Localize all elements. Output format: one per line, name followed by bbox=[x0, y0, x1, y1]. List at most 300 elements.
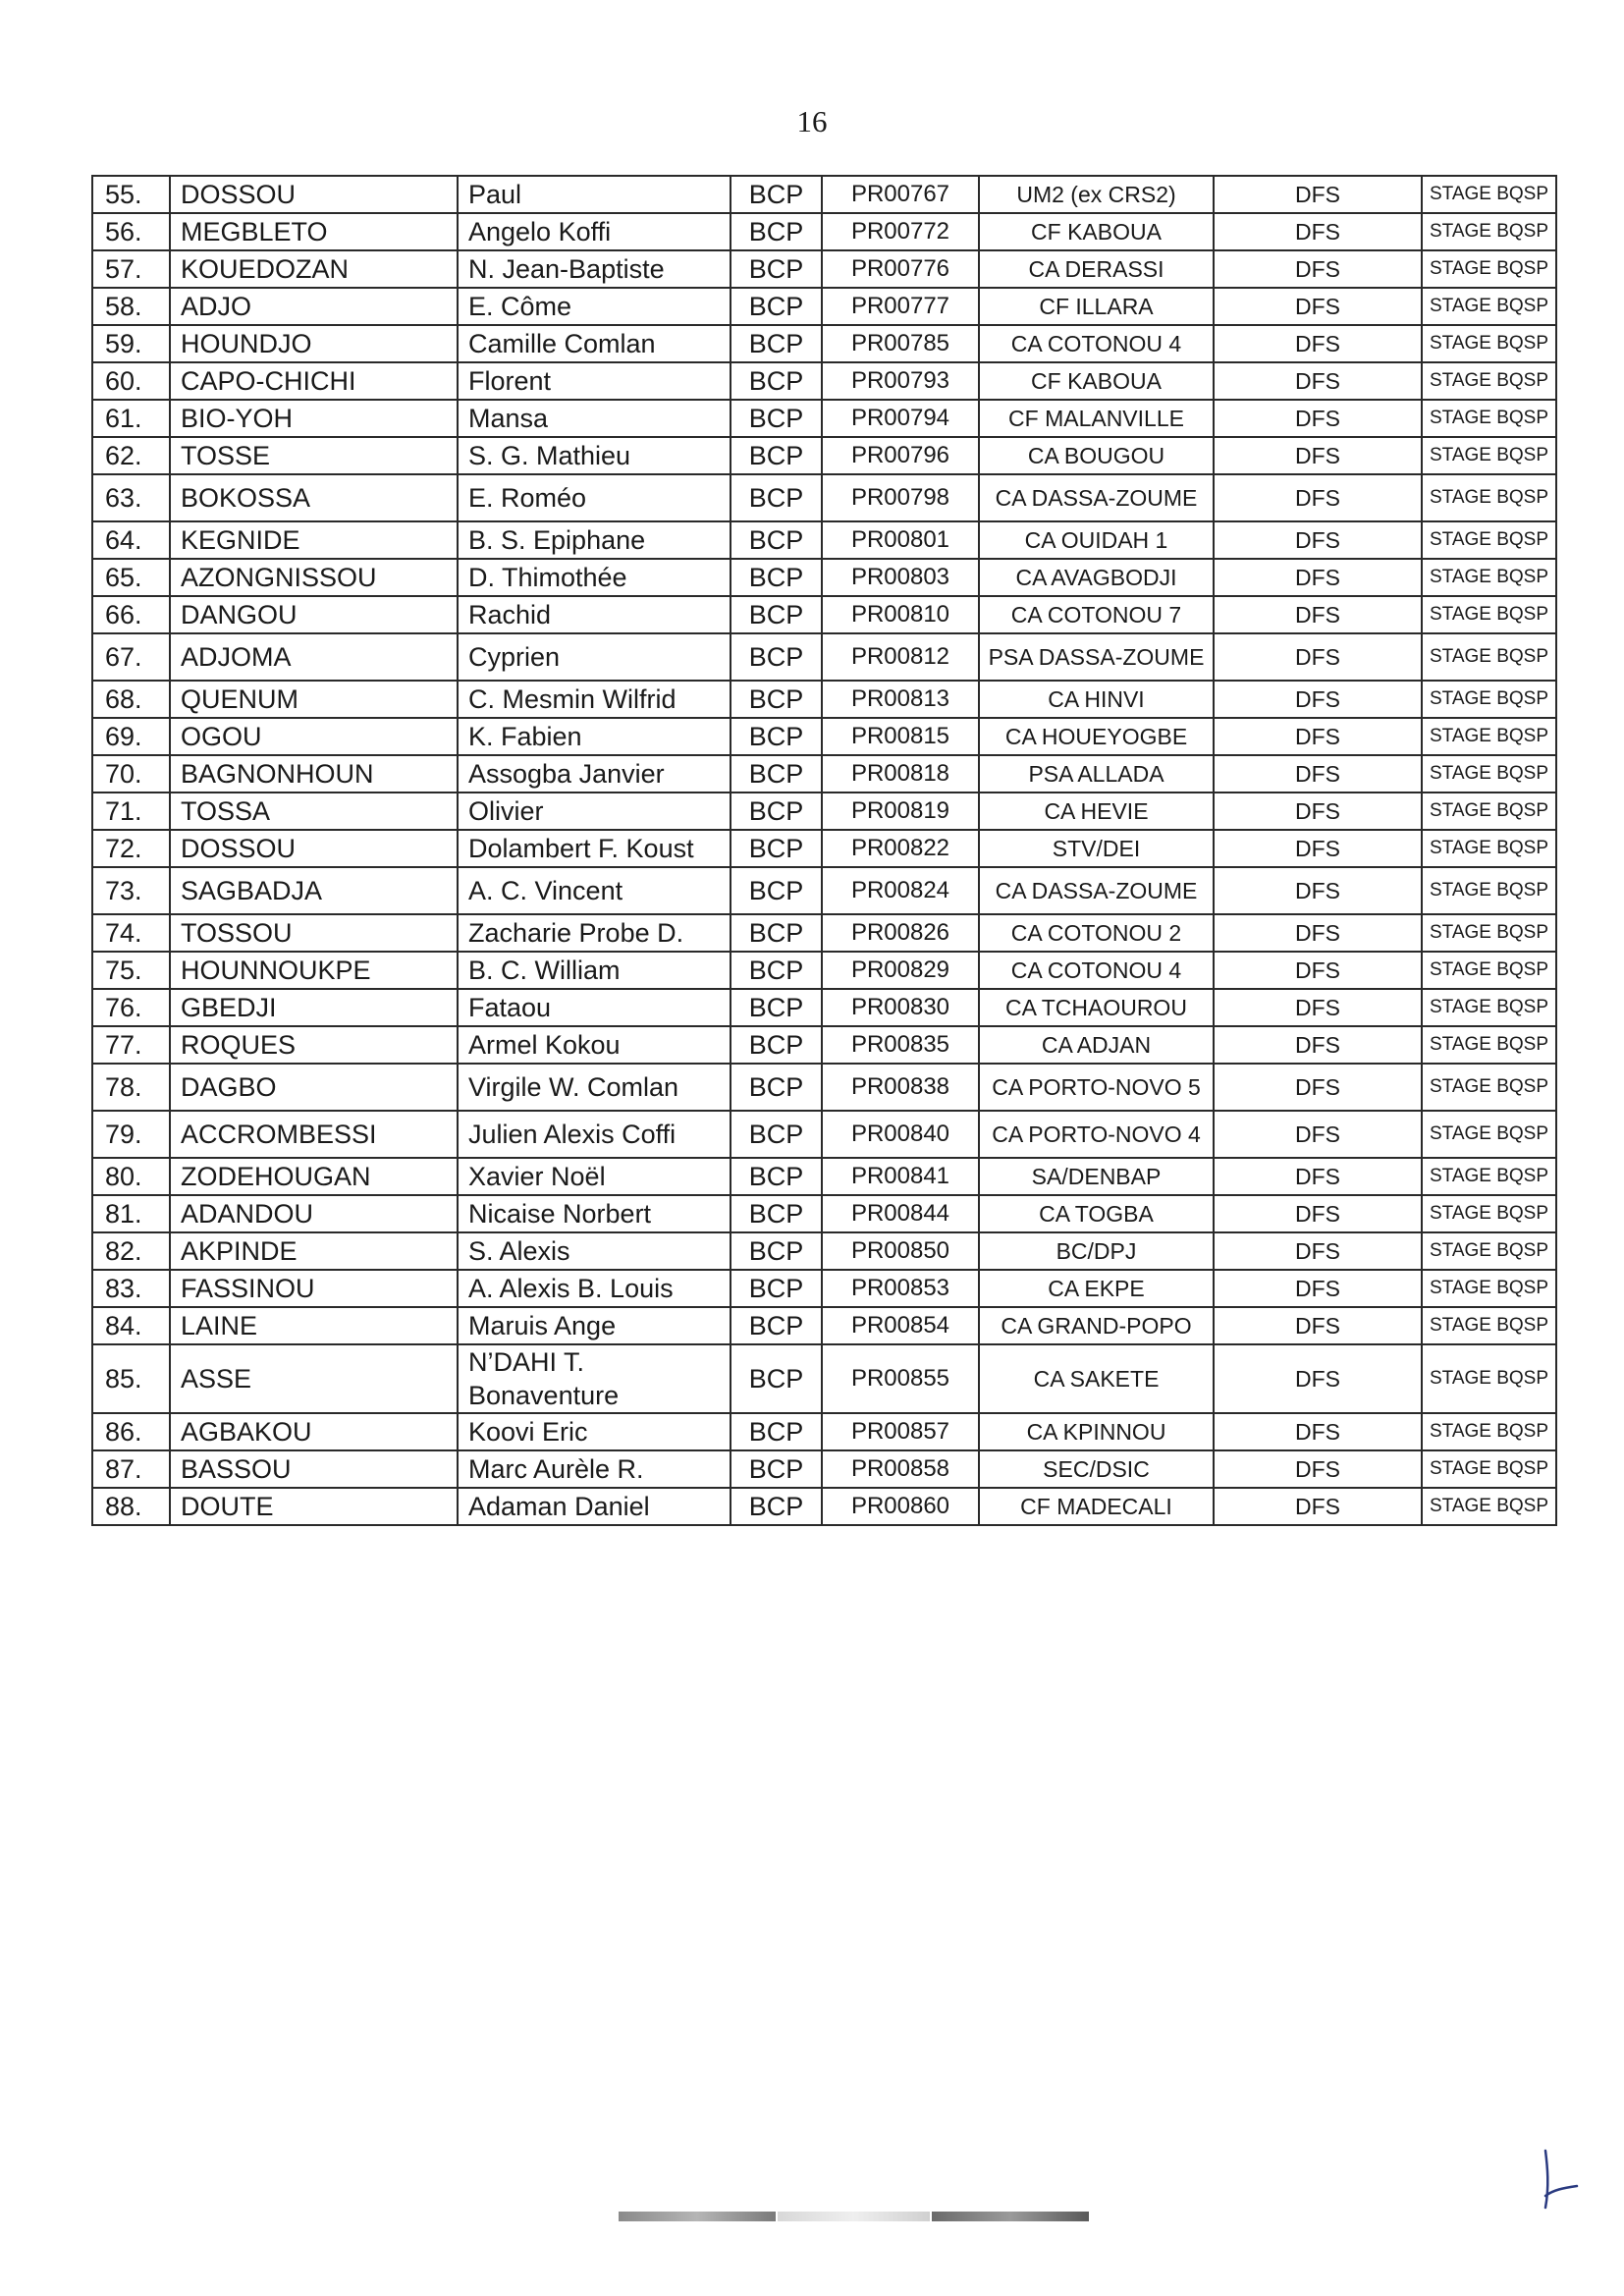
cell-last-name: OGOU bbox=[170, 718, 458, 755]
cell-last-name: TOSSA bbox=[170, 793, 458, 830]
cell-assignment: CA HOUEYOGBE bbox=[979, 718, 1214, 755]
cell-category: BCP bbox=[731, 213, 822, 250]
cell-matricule: PR00785 bbox=[822, 325, 979, 362]
cell-assignment: CA COTONOU 2 bbox=[979, 914, 1214, 952]
cell-stage: STAGE BQSP bbox=[1422, 830, 1556, 867]
cell-number: 72. bbox=[92, 830, 170, 867]
cell-matricule: PR00853 bbox=[822, 1270, 979, 1307]
table-row bbox=[92, 1064, 1556, 1111]
cell-number: 59. bbox=[92, 325, 170, 362]
cell-assignment: SA/DENBAP bbox=[979, 1158, 1214, 1195]
cell-stage: STAGE BQSP bbox=[1422, 867, 1556, 914]
cell-assignment: CA TOGBA bbox=[979, 1195, 1214, 1232]
cell-assignment: CA HEVIE bbox=[979, 793, 1214, 830]
cell-first-names: A. Alexis B. Louis bbox=[458, 1270, 731, 1307]
cell-category: BCP bbox=[731, 1344, 822, 1413]
cell-number: 87. bbox=[92, 1450, 170, 1488]
cell-last-name: ROQUES bbox=[170, 1026, 458, 1064]
table-row bbox=[92, 559, 1556, 596]
cell-service: DFS bbox=[1214, 1344, 1422, 1413]
cell-service: DFS bbox=[1214, 176, 1422, 213]
cell-service: DFS bbox=[1214, 718, 1422, 755]
table-row bbox=[92, 1026, 1556, 1064]
cell-number: 61. bbox=[92, 400, 170, 437]
cell-last-name: BOKOSSA bbox=[170, 474, 458, 521]
cell-first-names: D. Thimothée bbox=[458, 559, 731, 596]
cell-stage: STAGE BQSP bbox=[1422, 1195, 1556, 1232]
cell-first-names: K. Fabien bbox=[458, 718, 731, 755]
cell-stage: STAGE BQSP bbox=[1422, 793, 1556, 830]
table-body bbox=[92, 176, 1556, 1525]
handwritten-initials-icon bbox=[1524, 2147, 1583, 2215]
cell-first-names: Zacharie Probe D. bbox=[458, 914, 731, 952]
cell-first-names: Dolambert F. Koust bbox=[458, 830, 731, 867]
cell-last-name: LAINE bbox=[170, 1307, 458, 1344]
cell-first-names: N’DAHI T. Bonaventure bbox=[458, 1344, 731, 1413]
table-row bbox=[92, 793, 1556, 830]
table-row bbox=[92, 521, 1556, 559]
table-row bbox=[92, 952, 1556, 989]
cell-stage: STAGE BQSP bbox=[1422, 1064, 1556, 1111]
table-row bbox=[92, 830, 1556, 867]
cell-matricule: PR00855 bbox=[822, 1344, 979, 1413]
personnel-table-wrapper bbox=[91, 175, 1557, 1526]
cell-stage: STAGE BQSP bbox=[1422, 681, 1556, 718]
cell-assignment: CF MALANVILLE bbox=[979, 400, 1214, 437]
cell-assignment: CA DASSA-ZOUME bbox=[979, 474, 1214, 521]
cell-first-names: C. Mesmin Wilfrid bbox=[458, 681, 731, 718]
cell-number: 64. bbox=[92, 521, 170, 559]
cell-last-name: HOUNNOUKPE bbox=[170, 952, 458, 989]
cell-number: 80. bbox=[92, 1158, 170, 1195]
cell-service: DFS bbox=[1214, 559, 1422, 596]
table-row bbox=[92, 755, 1556, 793]
cell-stage: STAGE BQSP bbox=[1422, 521, 1556, 559]
cell-assignment: CA AVAGBODJI bbox=[979, 559, 1214, 596]
cell-stage: STAGE BQSP bbox=[1422, 914, 1556, 952]
cell-category: BCP bbox=[731, 755, 822, 793]
cell-matricule: PR00838 bbox=[822, 1064, 979, 1111]
cell-last-name: ASSE bbox=[170, 1344, 458, 1413]
cell-matricule: PR00857 bbox=[822, 1413, 979, 1450]
cell-category: BCP bbox=[731, 989, 822, 1026]
cell-last-name: AGBAKOU bbox=[170, 1413, 458, 1450]
cell-last-name: KEGNIDE bbox=[170, 521, 458, 559]
cell-last-name: BASSOU bbox=[170, 1450, 458, 1488]
cell-number: 77. bbox=[92, 1026, 170, 1064]
cell-matricule: PR00803 bbox=[822, 559, 979, 596]
cell-last-name: CAPO-CHICHI bbox=[170, 362, 458, 400]
cell-last-name: DAGBO bbox=[170, 1064, 458, 1111]
cell-matricule: PR00813 bbox=[822, 681, 979, 718]
cell-category: BCP bbox=[731, 718, 822, 755]
cell-service: DFS bbox=[1214, 1413, 1422, 1450]
cell-first-names: E. Roméo bbox=[458, 474, 731, 521]
cell-category: BCP bbox=[731, 1307, 822, 1344]
cell-assignment: SEC/DSIC bbox=[979, 1450, 1214, 1488]
cell-matricule: PR00822 bbox=[822, 830, 979, 867]
cell-service: DFS bbox=[1214, 437, 1422, 474]
cell-stage: STAGE BQSP bbox=[1422, 1270, 1556, 1307]
cell-category: BCP bbox=[731, 288, 822, 325]
cell-first-names: A. C. Vincent bbox=[458, 867, 731, 914]
cell-number: 78. bbox=[92, 1064, 170, 1111]
cell-category: BCP bbox=[731, 914, 822, 952]
cell-assignment: CA DERASSI bbox=[979, 250, 1214, 288]
cell-last-name: DOUTE bbox=[170, 1488, 458, 1525]
cell-last-name: ADANDOU bbox=[170, 1195, 458, 1232]
cell-first-names: S. Alexis bbox=[458, 1232, 731, 1270]
cell-category: BCP bbox=[731, 1111, 822, 1158]
cell-matricule: PR00860 bbox=[822, 1488, 979, 1525]
cell-first-names: Assogba Janvier bbox=[458, 755, 731, 793]
cell-stage: STAGE BQSP bbox=[1422, 400, 1556, 437]
cell-assignment: CA GRAND-POPO bbox=[979, 1307, 1214, 1344]
cell-number: 75. bbox=[92, 952, 170, 989]
cell-number: 84. bbox=[92, 1307, 170, 1344]
cell-first-names: B. C. William bbox=[458, 952, 731, 989]
cell-first-names: Virgile W. Comlan bbox=[458, 1064, 731, 1111]
table-row bbox=[92, 1195, 1556, 1232]
cell-number: 71. bbox=[92, 793, 170, 830]
cell-assignment: CA HINVI bbox=[979, 681, 1214, 718]
cell-assignment: CA TCHAOUROU bbox=[979, 989, 1214, 1026]
cell-number: 60. bbox=[92, 362, 170, 400]
cell-last-name: FASSINOU bbox=[170, 1270, 458, 1307]
cell-number: 66. bbox=[92, 596, 170, 633]
cell-matricule: PR00830 bbox=[822, 989, 979, 1026]
cell-stage: STAGE BQSP bbox=[1422, 250, 1556, 288]
scan-footer-bar-right bbox=[932, 2212, 1089, 2221]
cell-assignment: UM2 (ex CRS2) bbox=[979, 176, 1214, 213]
cell-number: 82. bbox=[92, 1232, 170, 1270]
cell-stage: STAGE BQSP bbox=[1422, 288, 1556, 325]
cell-stage: STAGE BQSP bbox=[1422, 437, 1556, 474]
cell-first-names: Angelo Koffi bbox=[458, 213, 731, 250]
table-row bbox=[92, 914, 1556, 952]
cell-assignment: CA COTONOU 4 bbox=[979, 325, 1214, 362]
table-row bbox=[92, 867, 1556, 914]
cell-matricule: PR00776 bbox=[822, 250, 979, 288]
cell-last-name: ACCROMBESSI bbox=[170, 1111, 458, 1158]
cell-service: DFS bbox=[1214, 362, 1422, 400]
cell-first-names: Cyprien bbox=[458, 633, 731, 681]
cell-last-name: BIO-YOH bbox=[170, 400, 458, 437]
cell-assignment: CA KPINNOU bbox=[979, 1413, 1214, 1450]
cell-stage: STAGE BQSP bbox=[1422, 718, 1556, 755]
table-row bbox=[92, 1158, 1556, 1195]
cell-first-names: Maruis Ange bbox=[458, 1307, 731, 1344]
cell-category: BCP bbox=[731, 1026, 822, 1064]
cell-last-name: KOUEDOZAN bbox=[170, 250, 458, 288]
cell-stage: STAGE BQSP bbox=[1422, 1232, 1556, 1270]
cell-stage: STAGE BQSP bbox=[1422, 176, 1556, 213]
cell-assignment: CF KABOUA bbox=[979, 213, 1214, 250]
cell-category: BCP bbox=[731, 437, 822, 474]
table-row bbox=[92, 596, 1556, 633]
cell-category: BCP bbox=[731, 1158, 822, 1195]
cell-first-names: Camille Comlan bbox=[458, 325, 731, 362]
cell-assignment: CA PORTO-NOVO 5 bbox=[979, 1064, 1214, 1111]
cell-number: 88. bbox=[92, 1488, 170, 1525]
cell-last-name: ADJOMA bbox=[170, 633, 458, 681]
cell-matricule: PR00858 bbox=[822, 1450, 979, 1488]
cell-matricule: PR00777 bbox=[822, 288, 979, 325]
cell-number: 86. bbox=[92, 1413, 170, 1450]
cell-assignment: CA OUIDAH 1 bbox=[979, 521, 1214, 559]
table-row bbox=[92, 437, 1556, 474]
cell-matricule: PR00850 bbox=[822, 1232, 979, 1270]
cell-assignment: CA DASSA-ZOUME bbox=[979, 867, 1214, 914]
cell-service: DFS bbox=[1214, 474, 1422, 521]
cell-first-names: Armel Kokou bbox=[458, 1026, 731, 1064]
cell-last-name: QUENUM bbox=[170, 681, 458, 718]
cell-matricule: PR00812 bbox=[822, 633, 979, 681]
cell-category: BCP bbox=[731, 793, 822, 830]
table-row bbox=[92, 989, 1556, 1026]
cell-category: BCP bbox=[731, 1195, 822, 1232]
cell-matricule: PR00854 bbox=[822, 1307, 979, 1344]
cell-assignment: CA COTONOU 7 bbox=[979, 596, 1214, 633]
cell-last-name: ZODEHOUGAN bbox=[170, 1158, 458, 1195]
table-row bbox=[92, 474, 1556, 521]
cell-number: 73. bbox=[92, 867, 170, 914]
cell-assignment: CA BOUGOU bbox=[979, 437, 1214, 474]
cell-service: DFS bbox=[1214, 1488, 1422, 1525]
cell-category: BCP bbox=[731, 596, 822, 633]
cell-first-names: Mansa bbox=[458, 400, 731, 437]
cell-number: 57. bbox=[92, 250, 170, 288]
cell-service: DFS bbox=[1214, 830, 1422, 867]
cell-matricule: PR00819 bbox=[822, 793, 979, 830]
cell-stage: STAGE BQSP bbox=[1422, 1026, 1556, 1064]
cell-last-name: HOUNDJO bbox=[170, 325, 458, 362]
cell-category: BCP bbox=[731, 1270, 822, 1307]
cell-assignment: CA SAKETE bbox=[979, 1344, 1214, 1413]
cell-first-names: S. G. Mathieu bbox=[458, 437, 731, 474]
cell-number: 76. bbox=[92, 989, 170, 1026]
cell-service: DFS bbox=[1214, 952, 1422, 989]
cell-category: BCP bbox=[731, 362, 822, 400]
cell-assignment: CA COTONOU 4 bbox=[979, 952, 1214, 989]
cell-first-names: B. S. Epiphane bbox=[458, 521, 731, 559]
table-row bbox=[92, 1413, 1556, 1450]
cell-category: BCP bbox=[731, 952, 822, 989]
cell-last-name: AKPINDE bbox=[170, 1232, 458, 1270]
cell-matricule: PR00815 bbox=[822, 718, 979, 755]
personnel-table bbox=[91, 175, 1557, 1526]
table-row bbox=[92, 681, 1556, 718]
cell-first-names: Koovi Eric bbox=[458, 1413, 731, 1450]
cell-service: DFS bbox=[1214, 989, 1422, 1026]
table-row bbox=[92, 1307, 1556, 1344]
cell-first-names: Nicaise Norbert bbox=[458, 1195, 731, 1232]
cell-matricule: PR00794 bbox=[822, 400, 979, 437]
cell-stage: STAGE BQSP bbox=[1422, 596, 1556, 633]
cell-service: DFS bbox=[1214, 213, 1422, 250]
table-row bbox=[92, 718, 1556, 755]
cell-service: DFS bbox=[1214, 681, 1422, 718]
cell-first-names: Julien Alexis Coffi bbox=[458, 1111, 731, 1158]
table-row bbox=[92, 633, 1556, 681]
cell-category: BCP bbox=[731, 867, 822, 914]
cell-stage: STAGE BQSP bbox=[1422, 362, 1556, 400]
cell-number: 55. bbox=[92, 176, 170, 213]
cell-first-names: Adaman Daniel bbox=[458, 1488, 731, 1525]
cell-category: BCP bbox=[731, 830, 822, 867]
cell-first-names: Xavier Noël bbox=[458, 1158, 731, 1195]
cell-stage: STAGE BQSP bbox=[1422, 474, 1556, 521]
cell-assignment: BC/DPJ bbox=[979, 1232, 1214, 1270]
cell-matricule: PR00844 bbox=[822, 1195, 979, 1232]
cell-number: 81. bbox=[92, 1195, 170, 1232]
cell-service: DFS bbox=[1214, 867, 1422, 914]
cell-stage: STAGE BQSP bbox=[1422, 952, 1556, 989]
cell-service: DFS bbox=[1214, 400, 1422, 437]
cell-category: BCP bbox=[731, 325, 822, 362]
cell-stage: STAGE BQSP bbox=[1422, 213, 1556, 250]
table-row bbox=[92, 176, 1556, 213]
cell-category: BCP bbox=[731, 1450, 822, 1488]
cell-last-name: DOSSOU bbox=[170, 176, 458, 213]
cell-service: DFS bbox=[1214, 1450, 1422, 1488]
cell-first-names: Paul bbox=[458, 176, 731, 213]
cell-first-names: E. Côme bbox=[458, 288, 731, 325]
cell-stage: STAGE BQSP bbox=[1422, 1307, 1556, 1344]
cell-last-name: MEGBLETO bbox=[170, 213, 458, 250]
cell-stage: STAGE BQSP bbox=[1422, 559, 1556, 596]
table-row bbox=[92, 1232, 1556, 1270]
scan-footer-bar-left bbox=[619, 2212, 776, 2221]
cell-matricule: PR00824 bbox=[822, 867, 979, 914]
cell-matricule: PR00796 bbox=[822, 437, 979, 474]
cell-matricule: PR00835 bbox=[822, 1026, 979, 1064]
table-row bbox=[92, 400, 1556, 437]
cell-last-name: DOSSOU bbox=[170, 830, 458, 867]
table-row bbox=[92, 213, 1556, 250]
cell-category: BCP bbox=[731, 681, 822, 718]
cell-last-name: GBEDJI bbox=[170, 989, 458, 1026]
cell-category: BCP bbox=[731, 1064, 822, 1111]
cell-number: 70. bbox=[92, 755, 170, 793]
page-number: 16 bbox=[796, 104, 828, 138]
cell-number: 83. bbox=[92, 1270, 170, 1307]
cell-last-name: ADJO bbox=[170, 288, 458, 325]
cell-matricule: PR00810 bbox=[822, 596, 979, 633]
cell-service: DFS bbox=[1214, 1111, 1422, 1158]
cell-matricule: PR00840 bbox=[822, 1111, 979, 1158]
cell-category: BCP bbox=[731, 474, 822, 521]
cell-matricule: PR00818 bbox=[822, 755, 979, 793]
cell-last-name: AZONGNISSOU bbox=[170, 559, 458, 596]
cell-matricule: PR00826 bbox=[822, 914, 979, 952]
cell-service: DFS bbox=[1214, 1158, 1422, 1195]
cell-assignment: CA EKPE bbox=[979, 1270, 1214, 1307]
cell-service: DFS bbox=[1214, 1195, 1422, 1232]
cell-service: DFS bbox=[1214, 633, 1422, 681]
cell-stage: STAGE BQSP bbox=[1422, 1111, 1556, 1158]
cell-number: 69. bbox=[92, 718, 170, 755]
cell-matricule: PR00841 bbox=[822, 1158, 979, 1195]
cell-service: DFS bbox=[1214, 1307, 1422, 1344]
cell-service: DFS bbox=[1214, 521, 1422, 559]
cell-number: 56. bbox=[92, 213, 170, 250]
cell-stage: STAGE BQSP bbox=[1422, 1344, 1556, 1413]
cell-service: DFS bbox=[1214, 1064, 1422, 1111]
cell-number: 85. bbox=[92, 1344, 170, 1413]
cell-stage: STAGE BQSP bbox=[1422, 1488, 1556, 1525]
scan-footer-bar-middle bbox=[778, 2212, 930, 2221]
cell-assignment: CA PORTO-NOVO 4 bbox=[979, 1111, 1214, 1158]
cell-assignment: CA ADJAN bbox=[979, 1026, 1214, 1064]
cell-category: BCP bbox=[731, 1488, 822, 1525]
cell-category: BCP bbox=[731, 521, 822, 559]
cell-category: BCP bbox=[731, 1232, 822, 1270]
cell-service: DFS bbox=[1214, 250, 1422, 288]
table-row bbox=[92, 1111, 1556, 1158]
cell-number: 67. bbox=[92, 633, 170, 681]
cell-assignment: STV/DEI bbox=[979, 830, 1214, 867]
table-row bbox=[92, 1344, 1556, 1413]
cell-assignment: CF ILLARA bbox=[979, 288, 1214, 325]
cell-assignment: PSA DASSA-ZOUME bbox=[979, 633, 1214, 681]
cell-stage: STAGE BQSP bbox=[1422, 989, 1556, 1026]
cell-stage: STAGE BQSP bbox=[1422, 1450, 1556, 1488]
cell-number: 79. bbox=[92, 1111, 170, 1158]
cell-number: 74. bbox=[92, 914, 170, 952]
cell-number: 58. bbox=[92, 288, 170, 325]
cell-last-name: TOSSE bbox=[170, 437, 458, 474]
cell-category: BCP bbox=[731, 1413, 822, 1450]
cell-first-names: Marc Aurèle R. bbox=[458, 1450, 731, 1488]
cell-matricule: PR00829 bbox=[822, 952, 979, 989]
cell-stage: STAGE BQSP bbox=[1422, 1413, 1556, 1450]
cell-stage: STAGE BQSP bbox=[1422, 1158, 1556, 1195]
cell-number: 68. bbox=[92, 681, 170, 718]
table-row bbox=[92, 1450, 1556, 1488]
cell-service: DFS bbox=[1214, 755, 1422, 793]
table-row bbox=[92, 362, 1556, 400]
cell-last-name: SAGBADJA bbox=[170, 867, 458, 914]
cell-number: 62. bbox=[92, 437, 170, 474]
cell-service: DFS bbox=[1214, 793, 1422, 830]
cell-service: DFS bbox=[1214, 288, 1422, 325]
cell-category: BCP bbox=[731, 633, 822, 681]
cell-assignment: CF MADECALI bbox=[979, 1488, 1214, 1525]
table-row bbox=[92, 288, 1556, 325]
cell-number: 63. bbox=[92, 474, 170, 521]
cell-number: 65. bbox=[92, 559, 170, 596]
cell-category: BCP bbox=[731, 559, 822, 596]
cell-first-names: Florent bbox=[458, 362, 731, 400]
table-row bbox=[92, 250, 1556, 288]
cell-matricule: PR00798 bbox=[822, 474, 979, 521]
cell-last-name: BAGNONHOUN bbox=[170, 755, 458, 793]
cell-service: DFS bbox=[1214, 1232, 1422, 1270]
cell-service: DFS bbox=[1214, 325, 1422, 362]
cell-matricule: PR00793 bbox=[822, 362, 979, 400]
cell-last-name: TOSSOU bbox=[170, 914, 458, 952]
cell-service: DFS bbox=[1214, 914, 1422, 952]
cell-assignment: PSA ALLADA bbox=[979, 755, 1214, 793]
cell-matricule: PR00767 bbox=[822, 176, 979, 213]
cell-service: DFS bbox=[1214, 1270, 1422, 1307]
cell-category: BCP bbox=[731, 400, 822, 437]
cell-assignment: CF KABOUA bbox=[979, 362, 1214, 400]
table-row bbox=[92, 1488, 1556, 1525]
table-row bbox=[92, 1270, 1556, 1307]
cell-stage: STAGE BQSP bbox=[1422, 633, 1556, 681]
